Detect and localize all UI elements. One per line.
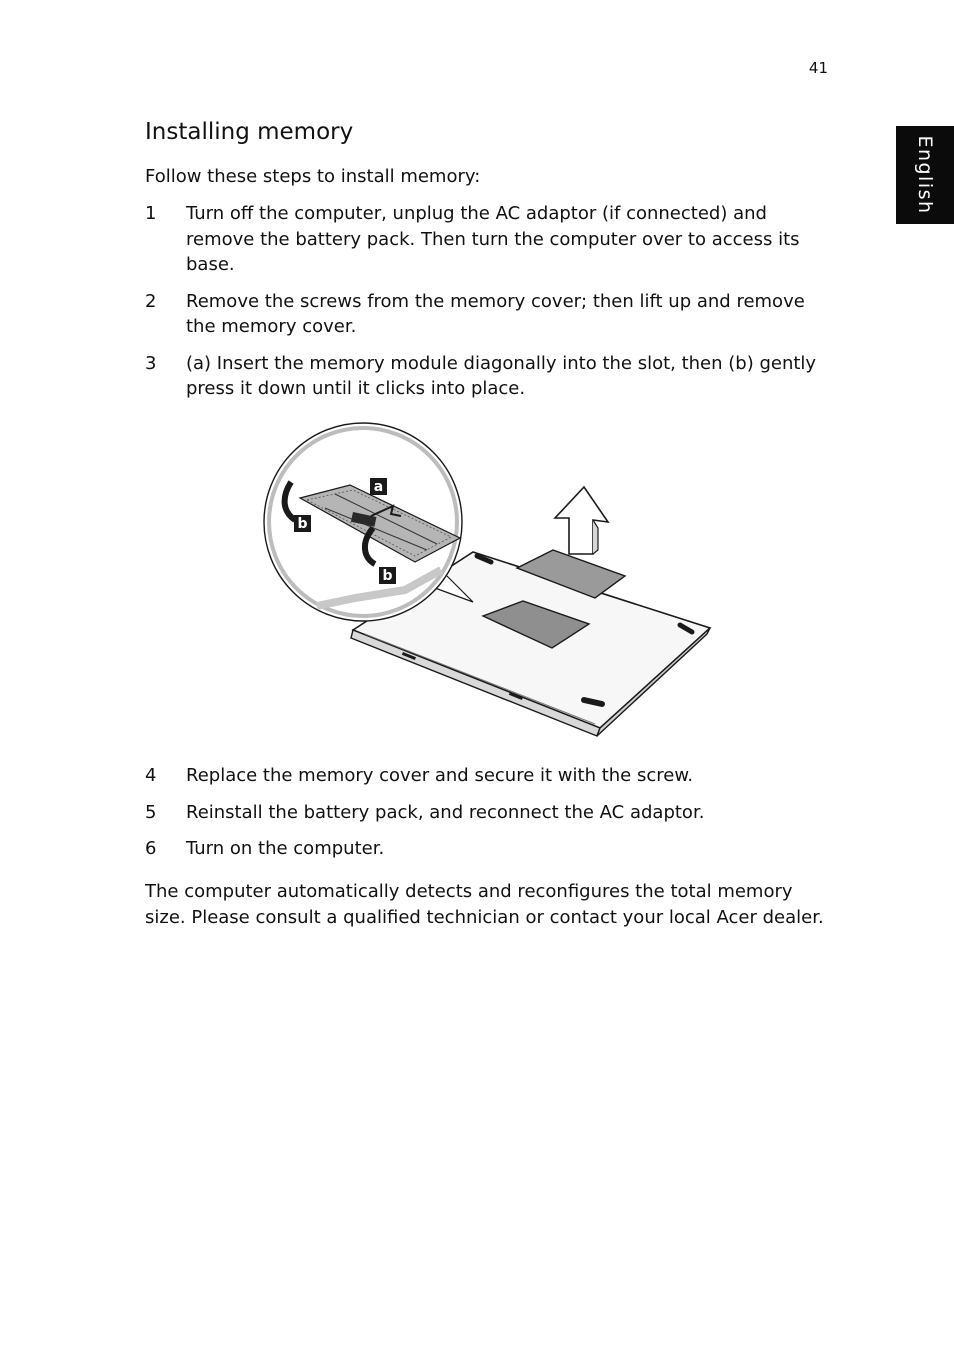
intro-text: Follow these steps to install memory: [145,166,481,187]
step-number: 4 [145,765,157,786]
step-number: 1 [145,203,157,224]
memory-installation-illustration [255,420,725,738]
step-text: Turn on the computer. [186,838,385,859]
callout-b-bottom-label: b [382,568,393,584]
step-item [145,289,835,340]
lift-up-arrow-icon [555,487,608,554]
step-number: 6 [145,838,157,859]
step-item [145,800,835,826]
step-number: 2 [145,290,157,312]
steps-list-after-figure [145,763,835,873]
language-tab-label: English [914,135,936,215]
step-text: Remove the screws from the memory cover; then lift up and remove the memory cover. [186,290,805,337]
magnified-detail [264,423,462,621]
callout-b-bottom [379,567,396,584]
step-text: Turn off the computer, unplug the AC adaptor (if connected) and remove the battery pack. Then turn the computer over to access its base. [186,203,800,275]
section-title: Installing memory [145,119,354,145]
step-number: 5 [145,801,157,823]
steps-list-before-figure [145,201,835,413]
closing-paragraph: The computer automatically detects and reconfigures the total memory size. Please consult a qualified technician or contact your local Acer dealer. [145,881,824,928]
memory-installation-figure [255,420,725,738]
step-item [145,836,835,862]
step-text: Replace the memory cover and secure it with the screw. [186,765,694,786]
step-text: (a) Insert the memory module diagonally into the slot, then (b) gently press it down until it clicks into place. [186,352,817,399]
page-number: 41 [808,59,828,77]
step-item [145,351,835,402]
step-text: Reinstall the battery pack, and reconnect the AC adaptor. [186,801,705,823]
callout-b-left-label: b [297,516,308,532]
language-tab [896,126,954,224]
step-number: 3 [145,352,157,374]
callout-a [370,478,387,495]
callout-a-label: a [373,479,384,495]
step-item [145,763,835,789]
step-item [145,201,835,278]
callout-b-left [294,515,311,532]
